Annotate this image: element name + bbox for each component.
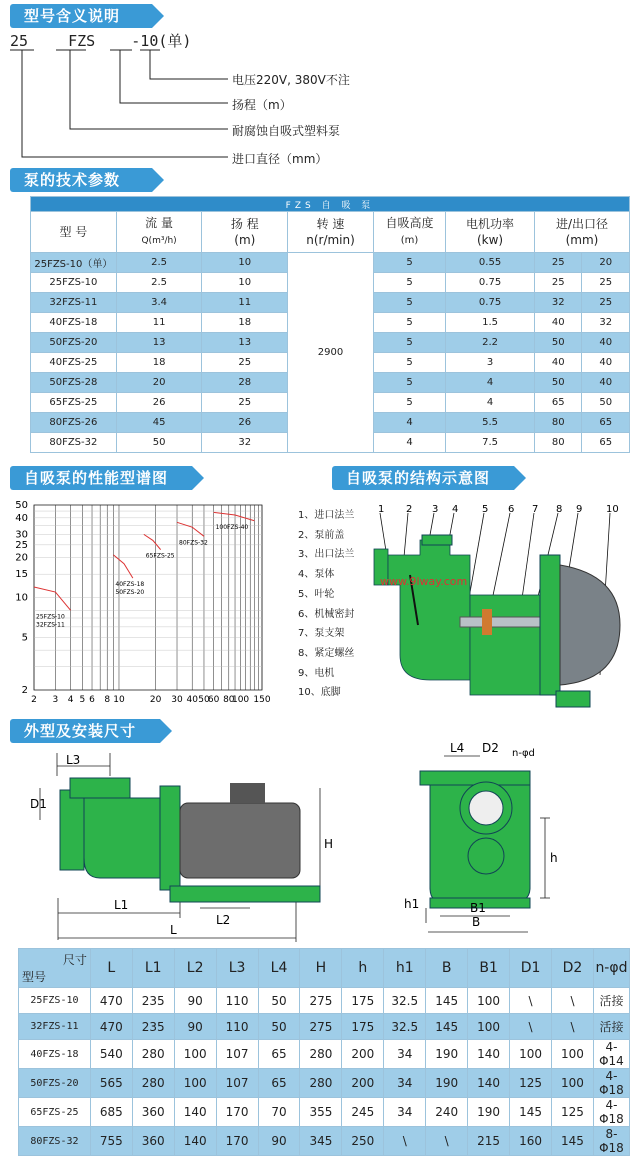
section-banner-tech: 泵的技术参数 xyxy=(10,168,152,192)
x-tick-label: 60 xyxy=(207,695,220,705)
part-item: 6、机械密封 xyxy=(298,608,355,620)
part-number: 2 xyxy=(406,505,413,515)
dim-cell: 140 xyxy=(468,1040,510,1069)
dim-header: L4 xyxy=(258,949,300,988)
cell-in: 25 xyxy=(534,253,582,273)
dim-cell: 32.5 xyxy=(384,988,426,1014)
dim-cell: 活接 xyxy=(593,1014,629,1040)
cell-in: 80 xyxy=(534,433,582,453)
dim-cell: 34 xyxy=(384,1098,426,1127)
series-line xyxy=(214,512,255,520)
x-tick-label: 10 xyxy=(113,695,125,705)
dim-cell: \ xyxy=(510,988,552,1014)
series-label: 40FZS-18 xyxy=(115,581,145,589)
series-label: 100FZS-40 xyxy=(215,523,249,531)
label-B1: B1 xyxy=(470,901,486,915)
cell-in: 50 xyxy=(534,333,582,353)
series-label: 80FZS-32 xyxy=(179,539,208,547)
dim-cell: 190 xyxy=(426,1040,468,1069)
part-item: 8、紧定螺丝 xyxy=(298,647,355,659)
y-tick-label: 50 xyxy=(15,500,28,511)
dim-cell: 110 xyxy=(216,1014,258,1040)
dim-cell: 4-Φ18 xyxy=(593,1069,629,1098)
label-L4: L4 xyxy=(450,741,465,755)
cell-suction: 5 xyxy=(373,333,445,353)
dim-cell: 190 xyxy=(426,1069,468,1098)
header-port: 进/出口径 (mm) xyxy=(534,212,629,253)
model-code-type: FZS xyxy=(68,32,96,50)
header-power: 电机功率 (kw) xyxy=(446,212,535,253)
cell-out: 65 xyxy=(582,433,630,453)
performance-chart xyxy=(0,495,300,720)
section-banner-structure: 自吸泵的结构示意图 xyxy=(332,466,514,490)
cell-out: 32 xyxy=(582,313,630,333)
x-tick-label: 150 xyxy=(253,695,271,705)
dim-cell: 100 xyxy=(552,1069,594,1098)
cell-suction: 4 xyxy=(373,433,445,453)
cell-suction: 5 xyxy=(373,253,445,273)
cell-flow: 18 xyxy=(116,353,202,373)
part-number: 8 xyxy=(556,505,563,515)
dim-header: L2 xyxy=(174,949,216,988)
dim-header: D1 xyxy=(510,949,552,988)
dim-cell: 145 xyxy=(552,1127,594,1156)
dim-cell: 90 xyxy=(174,1014,216,1040)
dim-header: B xyxy=(426,949,468,988)
dim-cell: 100 xyxy=(174,1069,216,1098)
dim-header: h1 xyxy=(384,949,426,988)
header-model: 型 号 xyxy=(31,212,117,253)
dim-model: 40FZS-18 xyxy=(19,1040,91,1069)
part-number: 7 xyxy=(532,505,539,515)
dim-header: B1 xyxy=(468,949,510,988)
dim-cell: 240 xyxy=(426,1098,468,1127)
part-number: 3 xyxy=(432,505,439,515)
label-B: B xyxy=(472,915,481,929)
dim-row xyxy=(19,1069,630,1098)
dim-cell: 685 xyxy=(90,1098,132,1127)
dim-cell: 107 xyxy=(216,1069,258,1098)
dim-cell: 4-Φ14 xyxy=(593,1040,629,1069)
label-D1: D1 xyxy=(30,797,47,811)
dim-cell: 8-Φ18 xyxy=(593,1127,629,1156)
model-code-head: -10(单) xyxy=(131,32,192,50)
dim-cell: 170 xyxy=(216,1098,258,1127)
header-flow: 流 量 Q(m³/h) xyxy=(116,212,202,253)
header-suction: 自吸高度 (m) xyxy=(373,212,445,253)
cell-suction: 5 xyxy=(373,273,445,293)
dim-cell: 215 xyxy=(468,1127,510,1156)
dim-cell: 145 xyxy=(510,1098,552,1127)
part-number: 6 xyxy=(508,505,515,515)
dim-cell: 160 xyxy=(510,1127,552,1156)
dim-cell: 140 xyxy=(174,1098,216,1127)
cell-out: 40 xyxy=(582,333,630,353)
tech-table-title: FZS 自 吸 泵 xyxy=(31,197,630,212)
section-banner-performance: 自吸泵的性能型谱图 xyxy=(10,466,192,490)
cell-out: 20 xyxy=(582,253,630,273)
label-h: h xyxy=(550,851,558,865)
x-tick-label: 5 xyxy=(79,695,86,705)
pump-side-view xyxy=(30,748,350,948)
dim-cell: 107 xyxy=(216,1040,258,1069)
cell-suction: 4 xyxy=(373,413,445,433)
dim-cell: 34 xyxy=(384,1040,426,1069)
label-h1: h1 xyxy=(404,897,420,911)
dim-cell: 280 xyxy=(132,1040,174,1069)
cell-out: 40 xyxy=(582,353,630,373)
dim-cell: 565 xyxy=(90,1069,132,1098)
dim-row xyxy=(19,1040,630,1069)
cell-in: 40 xyxy=(534,313,582,333)
cell-power: 0.55 xyxy=(446,253,535,273)
dim-header: n-φd xyxy=(593,949,629,988)
dim-cell: 170 xyxy=(216,1127,258,1156)
part-number: 5 xyxy=(482,505,489,515)
dim-cell: 140 xyxy=(468,1069,510,1098)
dim-header: h xyxy=(342,949,384,988)
dim-cell: 65 xyxy=(258,1069,300,1098)
series-label: 25FZS-10 xyxy=(36,613,65,621)
cell-model: 80FZS-26 xyxy=(31,413,117,433)
dim-cell: 140 xyxy=(174,1127,216,1156)
dim-cell: 175 xyxy=(342,988,384,1014)
series-line xyxy=(144,534,161,549)
dim-cell: 125 xyxy=(510,1069,552,1098)
note-head: 扬程（m） xyxy=(232,98,292,112)
dim-cell: 175 xyxy=(342,1014,384,1040)
cell-flow: 11 xyxy=(116,313,202,333)
dim-row xyxy=(19,1098,630,1127)
dim-cell: 200 xyxy=(342,1040,384,1069)
dim-cell: 280 xyxy=(300,1040,342,1069)
dim-cell: 755 xyxy=(90,1127,132,1156)
x-tick-label: 8 xyxy=(104,695,111,705)
parts-legend xyxy=(298,506,354,703)
dim-model: 32FZS-11 xyxy=(19,1014,91,1040)
dim-corner: 尺寸 型号 xyxy=(19,949,91,988)
cell-out: 50 xyxy=(582,393,630,413)
dim-cell: 100 xyxy=(552,1040,594,1069)
cell-head: 26 xyxy=(202,413,288,433)
cell-flow: 3.4 xyxy=(116,293,202,313)
label-L3: L3 xyxy=(66,753,81,767)
part-number: 10 xyxy=(606,505,619,515)
cell-power: 1.5 xyxy=(446,313,535,333)
series-label: 32FZS-11 xyxy=(36,621,65,629)
dim-cell: 145 xyxy=(426,988,468,1014)
cell-head: 32 xyxy=(202,433,288,453)
dim-row xyxy=(19,1014,630,1040)
cell-head: 10 xyxy=(202,253,288,273)
y-tick-label: 20 xyxy=(15,552,28,564)
cell-suction: 5 xyxy=(373,313,445,333)
dim-cell: 200 xyxy=(342,1069,384,1098)
dim-row xyxy=(19,988,630,1014)
section-banner-model: 型号含义说明 xyxy=(10,4,152,28)
dim-header: L3 xyxy=(216,949,258,988)
cell-speed: 2900 xyxy=(288,253,374,453)
dim-cell: \ xyxy=(426,1127,468,1156)
dim-cell: 100 xyxy=(510,1040,552,1069)
cell-in: 50 xyxy=(534,373,582,393)
tech-row xyxy=(31,253,630,273)
dim-cell: 90 xyxy=(258,1127,300,1156)
cell-model: 32FZS-11 xyxy=(31,293,117,313)
cell-head: 11 xyxy=(202,293,288,313)
dim-header: H xyxy=(300,949,342,988)
cell-head: 28 xyxy=(202,373,288,393)
cell-power: 2.2 xyxy=(446,333,535,353)
dim-cell: \ xyxy=(552,988,594,1014)
cell-head: 18 xyxy=(202,313,288,333)
cell-flow: 13 xyxy=(116,333,202,353)
cell-flow: 26 xyxy=(116,393,202,413)
header-speed: 转 速 n(r/min) xyxy=(288,212,374,253)
cell-out: 40 xyxy=(582,373,630,393)
cell-power: 4 xyxy=(446,373,535,393)
dim-cell: \ xyxy=(510,1014,552,1040)
part-item: 10、底脚 xyxy=(298,687,341,699)
part-item: 3、出口法兰 xyxy=(298,549,355,561)
cell-out: 65 xyxy=(582,413,630,433)
cell-in: 25 xyxy=(534,273,582,293)
dim-model: 80FZS-32 xyxy=(19,1127,91,1156)
label-H: H xyxy=(324,837,334,851)
dim-cell: 32.5 xyxy=(384,1014,426,1040)
x-tick-label: 40 xyxy=(186,695,198,705)
dim-cell: 145 xyxy=(426,1014,468,1040)
cell-power: 3 xyxy=(446,353,535,373)
dim-cell: 190 xyxy=(468,1098,510,1127)
cell-suction: 5 xyxy=(373,353,445,373)
dim-cell: 245 xyxy=(342,1098,384,1127)
y-tick-label: 30 xyxy=(15,529,28,541)
cell-in: 80 xyxy=(534,413,582,433)
cell-in: 40 xyxy=(534,353,582,373)
cell-flow: 20 xyxy=(116,373,202,393)
x-tick-label: 20 xyxy=(149,695,162,705)
x-tick-label: 50 xyxy=(198,695,210,705)
note-voltage: 电压220V, 380V不注 xyxy=(232,73,350,87)
y-tick-label: 15 xyxy=(15,569,28,581)
dim-header: L xyxy=(90,949,132,988)
cell-power: 0.75 xyxy=(446,293,535,313)
label-nd: n-φd xyxy=(512,748,535,759)
part-item: 5、叶轮 xyxy=(298,588,335,600)
cell-flow: 2.5 xyxy=(116,253,202,273)
dimension-table xyxy=(18,948,630,1156)
part-number: 4 xyxy=(452,505,459,515)
dim-cell: 50 xyxy=(258,1014,300,1040)
dim-cell: 345 xyxy=(300,1127,342,1156)
dim-cell: 100 xyxy=(468,988,510,1014)
cell-head: 10 xyxy=(202,273,288,293)
cell-in: 65 xyxy=(534,393,582,413)
section-banner-dimensions: 外型及安装尺寸 xyxy=(10,719,160,743)
cell-out: 25 xyxy=(582,273,630,293)
cell-model: 80FZS-32 xyxy=(31,433,117,453)
x-tick-label: 4 xyxy=(67,695,74,705)
series-line xyxy=(113,555,132,578)
dim-cell: 活接 xyxy=(593,988,629,1014)
cell-model: 40FZS-25 xyxy=(31,353,117,373)
y-tick-label: 2 xyxy=(21,685,28,696)
note-pump-type: 耐腐蚀自吸式塑料泵 xyxy=(232,124,341,138)
part-number: 1 xyxy=(378,505,385,515)
dim-cell: 4-Φ18 xyxy=(593,1098,629,1127)
dim-cell: 250 xyxy=(342,1127,384,1156)
dim-cell: 34 xyxy=(384,1069,426,1098)
part-item: 7、泵支架 xyxy=(298,628,345,640)
y-tick-label: 10 xyxy=(15,592,28,604)
part-item: 4、泵体 xyxy=(298,569,335,581)
cell-model: 25FZS-10 xyxy=(31,273,117,293)
dim-cell: 235 xyxy=(132,1014,174,1040)
x-tick-label: 30 xyxy=(171,695,183,705)
cell-power: 4 xyxy=(446,393,535,413)
watermark: www.9lway.com xyxy=(380,575,468,588)
cell-model: 40FZS-18 xyxy=(31,313,117,333)
series-line xyxy=(34,587,71,610)
dim-model: 25FZS-10 xyxy=(19,988,91,1014)
cell-head: 25 xyxy=(202,393,288,413)
dim-row xyxy=(19,1127,630,1156)
dim-cell: 360 xyxy=(132,1127,174,1156)
cell-head: 25 xyxy=(202,353,288,373)
part-item: 2、泵前盖 xyxy=(298,529,345,541)
cell-suction: 5 xyxy=(373,393,445,413)
dim-cell: 355 xyxy=(300,1098,342,1127)
series-label: 50FZS-20 xyxy=(115,589,145,597)
label-L1: L1 xyxy=(114,898,129,912)
label-L2: L2 xyxy=(216,913,231,927)
cell-power: 0.75 xyxy=(446,273,535,293)
dim-cell: 100 xyxy=(174,1040,216,1069)
x-tick-label: 2 xyxy=(31,695,37,705)
cell-model: 50FZS-20 xyxy=(31,333,117,353)
part-item: 1、进口法兰 xyxy=(298,510,355,521)
dim-cell: 70 xyxy=(258,1098,300,1127)
cell-head: 13 xyxy=(202,333,288,353)
cell-power: 5.5 xyxy=(446,413,535,433)
part-item: 9、电机 xyxy=(298,667,335,679)
pump-front-view xyxy=(400,738,560,940)
dim-cell: 470 xyxy=(90,1014,132,1040)
y-tick-label: 40 xyxy=(15,512,28,524)
x-tick-label: 100 xyxy=(231,695,250,705)
cell-suction: 5 xyxy=(373,373,445,393)
dim-header: D2 xyxy=(552,949,594,988)
dim-cell: 540 xyxy=(90,1040,132,1069)
cell-power: 7.5 xyxy=(446,433,535,453)
part-number: 9 xyxy=(576,505,583,515)
cell-flow: 50 xyxy=(116,433,202,453)
cell-suction: 5 xyxy=(373,293,445,313)
cell-flow: 45 xyxy=(116,413,202,433)
y-tick-label: 25 xyxy=(15,539,28,551)
dim-cell: 360 xyxy=(132,1098,174,1127)
dim-cell: 235 xyxy=(132,988,174,1014)
dim-cell: 90 xyxy=(174,988,216,1014)
cell-model: 50FZS-28 xyxy=(31,373,117,393)
header-head: 扬 程 (m) xyxy=(202,212,288,253)
dim-cell: 275 xyxy=(300,988,342,1014)
tech-params-table xyxy=(30,196,630,453)
dim-cell: \ xyxy=(384,1127,426,1156)
dim-cell: 125 xyxy=(552,1098,594,1127)
cell-out: 25 xyxy=(582,293,630,313)
dim-cell: 100 xyxy=(468,1014,510,1040)
dim-cell: 470 xyxy=(90,988,132,1014)
dim-model: 50FZS-20 xyxy=(19,1069,91,1098)
x-tick-label: 6 xyxy=(89,695,95,705)
model-code-diameter: 25 xyxy=(10,32,29,50)
cell-flow: 2.5 xyxy=(116,273,202,293)
dim-cell: 275 xyxy=(300,1014,342,1040)
dim-cell: 65 xyxy=(258,1040,300,1069)
dim-cell: \ xyxy=(552,1014,594,1040)
y-tick-label: 5 xyxy=(21,632,28,644)
x-tick-label: 3 xyxy=(52,695,59,705)
cell-in: 32 xyxy=(534,293,582,313)
dim-model: 65FZS-25 xyxy=(19,1098,91,1127)
cell-model: 65FZS-25 xyxy=(31,393,117,413)
dim-cell: 110 xyxy=(216,988,258,1014)
dim-header: L1 xyxy=(132,949,174,988)
dim-cell: 50 xyxy=(258,988,300,1014)
label-D2: D2 xyxy=(482,741,499,755)
series-label: 65FZS-25 xyxy=(145,552,175,560)
dim-cell: 280 xyxy=(132,1069,174,1098)
note-inlet-diameter: 进口直径（mm） xyxy=(232,152,328,166)
cell-model: 25FZS-10（单） xyxy=(31,253,117,273)
x-tick-label: 80 xyxy=(223,695,235,705)
label-L: L xyxy=(170,923,177,937)
pump-cross-section xyxy=(370,505,625,715)
dim-cell: 280 xyxy=(300,1069,342,1098)
